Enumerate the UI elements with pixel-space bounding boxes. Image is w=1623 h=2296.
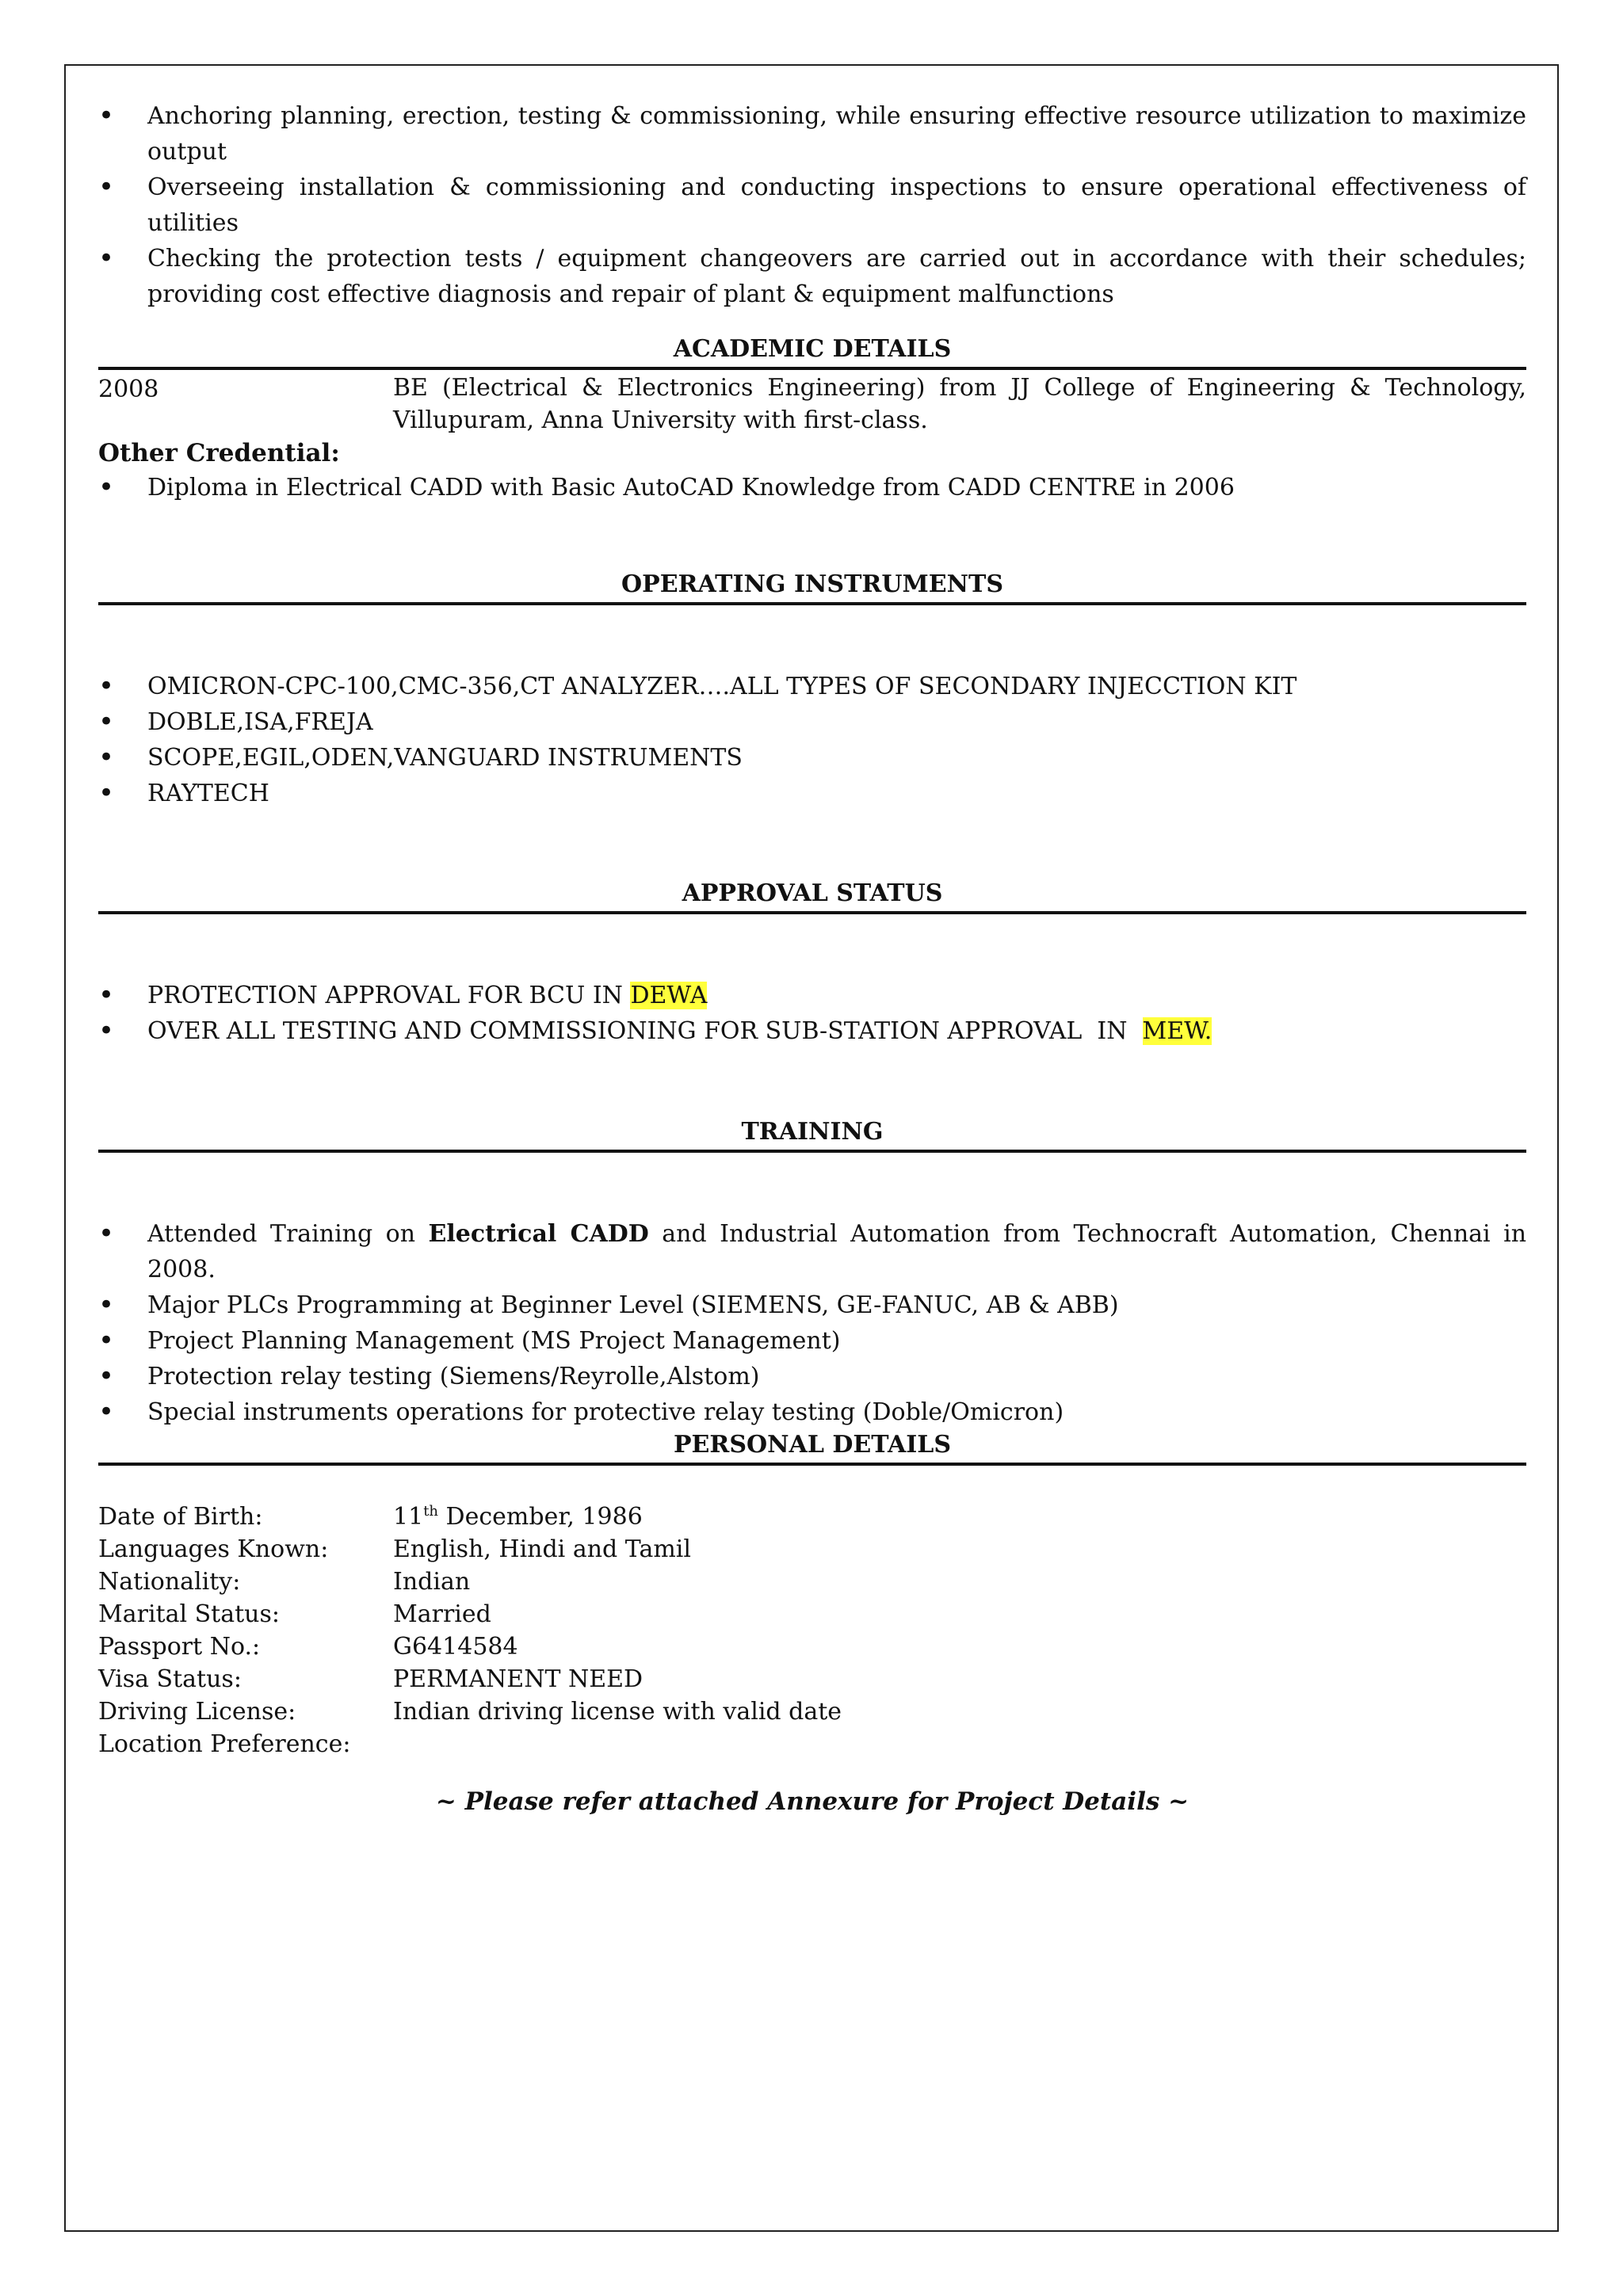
section-heading-instruments: OPERATING INSTRUMENTS bbox=[98, 569, 1526, 605]
highlighted-authority: DEWA bbox=[630, 982, 708, 1009]
approval-text: PROTECTION APPROVAL FOR BCU IN bbox=[147, 982, 631, 1009]
table-row bbox=[98, 1501, 1526, 1533]
annexure-note: ~ Please refer attached Annexure for Project Details ~ bbox=[435, 1787, 1190, 1816]
row-value: Indian driving license with valid date bbox=[393, 1698, 842, 1726]
table-row bbox=[98, 1566, 1526, 1598]
training-text: and Industrial Automation from Technocraft Automation, Chennai in 2008. bbox=[147, 1220, 1527, 1283]
list-item: • DOBLE,ISA,FREJA bbox=[98, 704, 1526, 740]
list-item: • SCOPE,EGIL,ODEN,VANGUARD INSTRUMENTS bbox=[98, 740, 1526, 776]
list-item: • Protection relay testing (Siemens/Reyrolle,Alstom) bbox=[98, 1359, 1526, 1394]
section-heading-approval: APPROVAL STATUS bbox=[98, 878, 1526, 914]
list-item: • Major PLCs Programming at Beginner Level (SIEMENS, GE-FANUC, AB & ABB) bbox=[98, 1287, 1526, 1323]
dob-day: 11 bbox=[393, 1503, 424, 1531]
table-row bbox=[98, 1663, 1526, 1695]
list-item: • OMICRON-CPC-100,CMC-356,CT ANALYZER….ALL TYPES OF SECONDARY INJECCTION KIT bbox=[98, 669, 1526, 704]
duties-section bbox=[98, 98, 1526, 312]
academic-row bbox=[98, 372, 1526, 437]
training-text: Attended Training on bbox=[147, 1220, 429, 1248]
list-item: • Diploma in Electrical CADD with Basic AutoCAD Knowledge from CADD CENTRE in 2006 bbox=[98, 470, 1526, 505]
row-label: Visa Status: bbox=[98, 1665, 242, 1693]
list-item: • RAYTECH bbox=[98, 776, 1526, 811]
other-credential-list bbox=[98, 470, 1526, 505]
table-row bbox=[98, 1728, 1526, 1760]
list-item: • Overseeing installation & commissioning and conducting inspections to ensure operational effectiveness of utilities bbox=[98, 170, 1526, 241]
row-label: Location Preference: bbox=[98, 1730, 351, 1758]
highlighted-authority: MEW. bbox=[1142, 1017, 1212, 1045]
list-item bbox=[98, 978, 1526, 1013]
row-label: Languages Known: bbox=[98, 1535, 329, 1563]
list-item: • Anchoring planning, erection, testing & commissioning, while ensuring effective resource utilization to maximize output bbox=[98, 98, 1526, 170]
row-value: Indian bbox=[393, 1568, 471, 1596]
approval-text: OVER ALL TESTING AND COMMISSIONING FOR SUB-STATION APPROVAL IN bbox=[147, 1017, 1143, 1045]
row-label: Driving License: bbox=[98, 1698, 296, 1726]
academic-section bbox=[98, 334, 1526, 505]
instruments-list bbox=[98, 669, 1526, 811]
dob-rest: December, 1986 bbox=[438, 1503, 643, 1531]
section-heading-training: TRAINING bbox=[98, 1116, 1526, 1153]
list-item: • Checking the protection tests / equipment changeovers are carried out in accordance with their schedules; providing cost effective diagnosis and repair of plant & equipment malfunctions bbox=[98, 241, 1526, 312]
list-item bbox=[98, 1216, 1526, 1287]
row-label: Date of Birth: bbox=[98, 1503, 263, 1531]
personal-table bbox=[98, 1501, 1526, 1760]
row-label: Passport No.: bbox=[98, 1633, 261, 1661]
dob-suffix: th bbox=[423, 1503, 439, 1520]
row-value: Married bbox=[393, 1600, 491, 1628]
list-item bbox=[98, 1013, 1526, 1049]
table-row bbox=[98, 1695, 1526, 1728]
instruments-section bbox=[98, 569, 1526, 811]
list-item: • Project Planning Management (MS Project Management) bbox=[98, 1323, 1526, 1359]
row-value bbox=[393, 1501, 1526, 1533]
academic-degree: BE (Electrical & Electronics Engineering) from JJ College of Engineering & Technology, Villupuram, Anna University with first-class. bbox=[393, 374, 1526, 434]
duties-list bbox=[98, 98, 1526, 312]
table-row bbox=[98, 1533, 1526, 1566]
row-value: G6414584 bbox=[393, 1633, 518, 1661]
section-heading-academic: ACADEMIC DETAILS bbox=[98, 334, 1526, 370]
training-section bbox=[98, 1116, 1526, 1430]
academic-year: 2008 bbox=[98, 376, 159, 403]
training-bold-text: Electrical CADD bbox=[428, 1220, 649, 1248]
row-value: English, Hindi and Tamil bbox=[393, 1535, 691, 1563]
training-list bbox=[98, 1216, 1526, 1430]
approval-section bbox=[98, 878, 1526, 1049]
other-credential-label: Other Credential: bbox=[98, 439, 340, 467]
row-value bbox=[393, 1728, 1526, 1760]
row-label: Marital Status: bbox=[98, 1600, 280, 1628]
table-row bbox=[98, 1598, 1526, 1630]
personal-section bbox=[98, 1429, 1526, 1820]
approval-list bbox=[98, 978, 1526, 1049]
list-item: • Special instruments operations for protective relay testing (Doble/Omicron) bbox=[98, 1394, 1526, 1430]
table-row bbox=[98, 1630, 1526, 1663]
row-value: PERMANENT NEED bbox=[393, 1665, 643, 1693]
row-label: Nationality: bbox=[98, 1568, 241, 1596]
section-heading-personal: PERSONAL DETAILS bbox=[98, 1429, 1526, 1466]
